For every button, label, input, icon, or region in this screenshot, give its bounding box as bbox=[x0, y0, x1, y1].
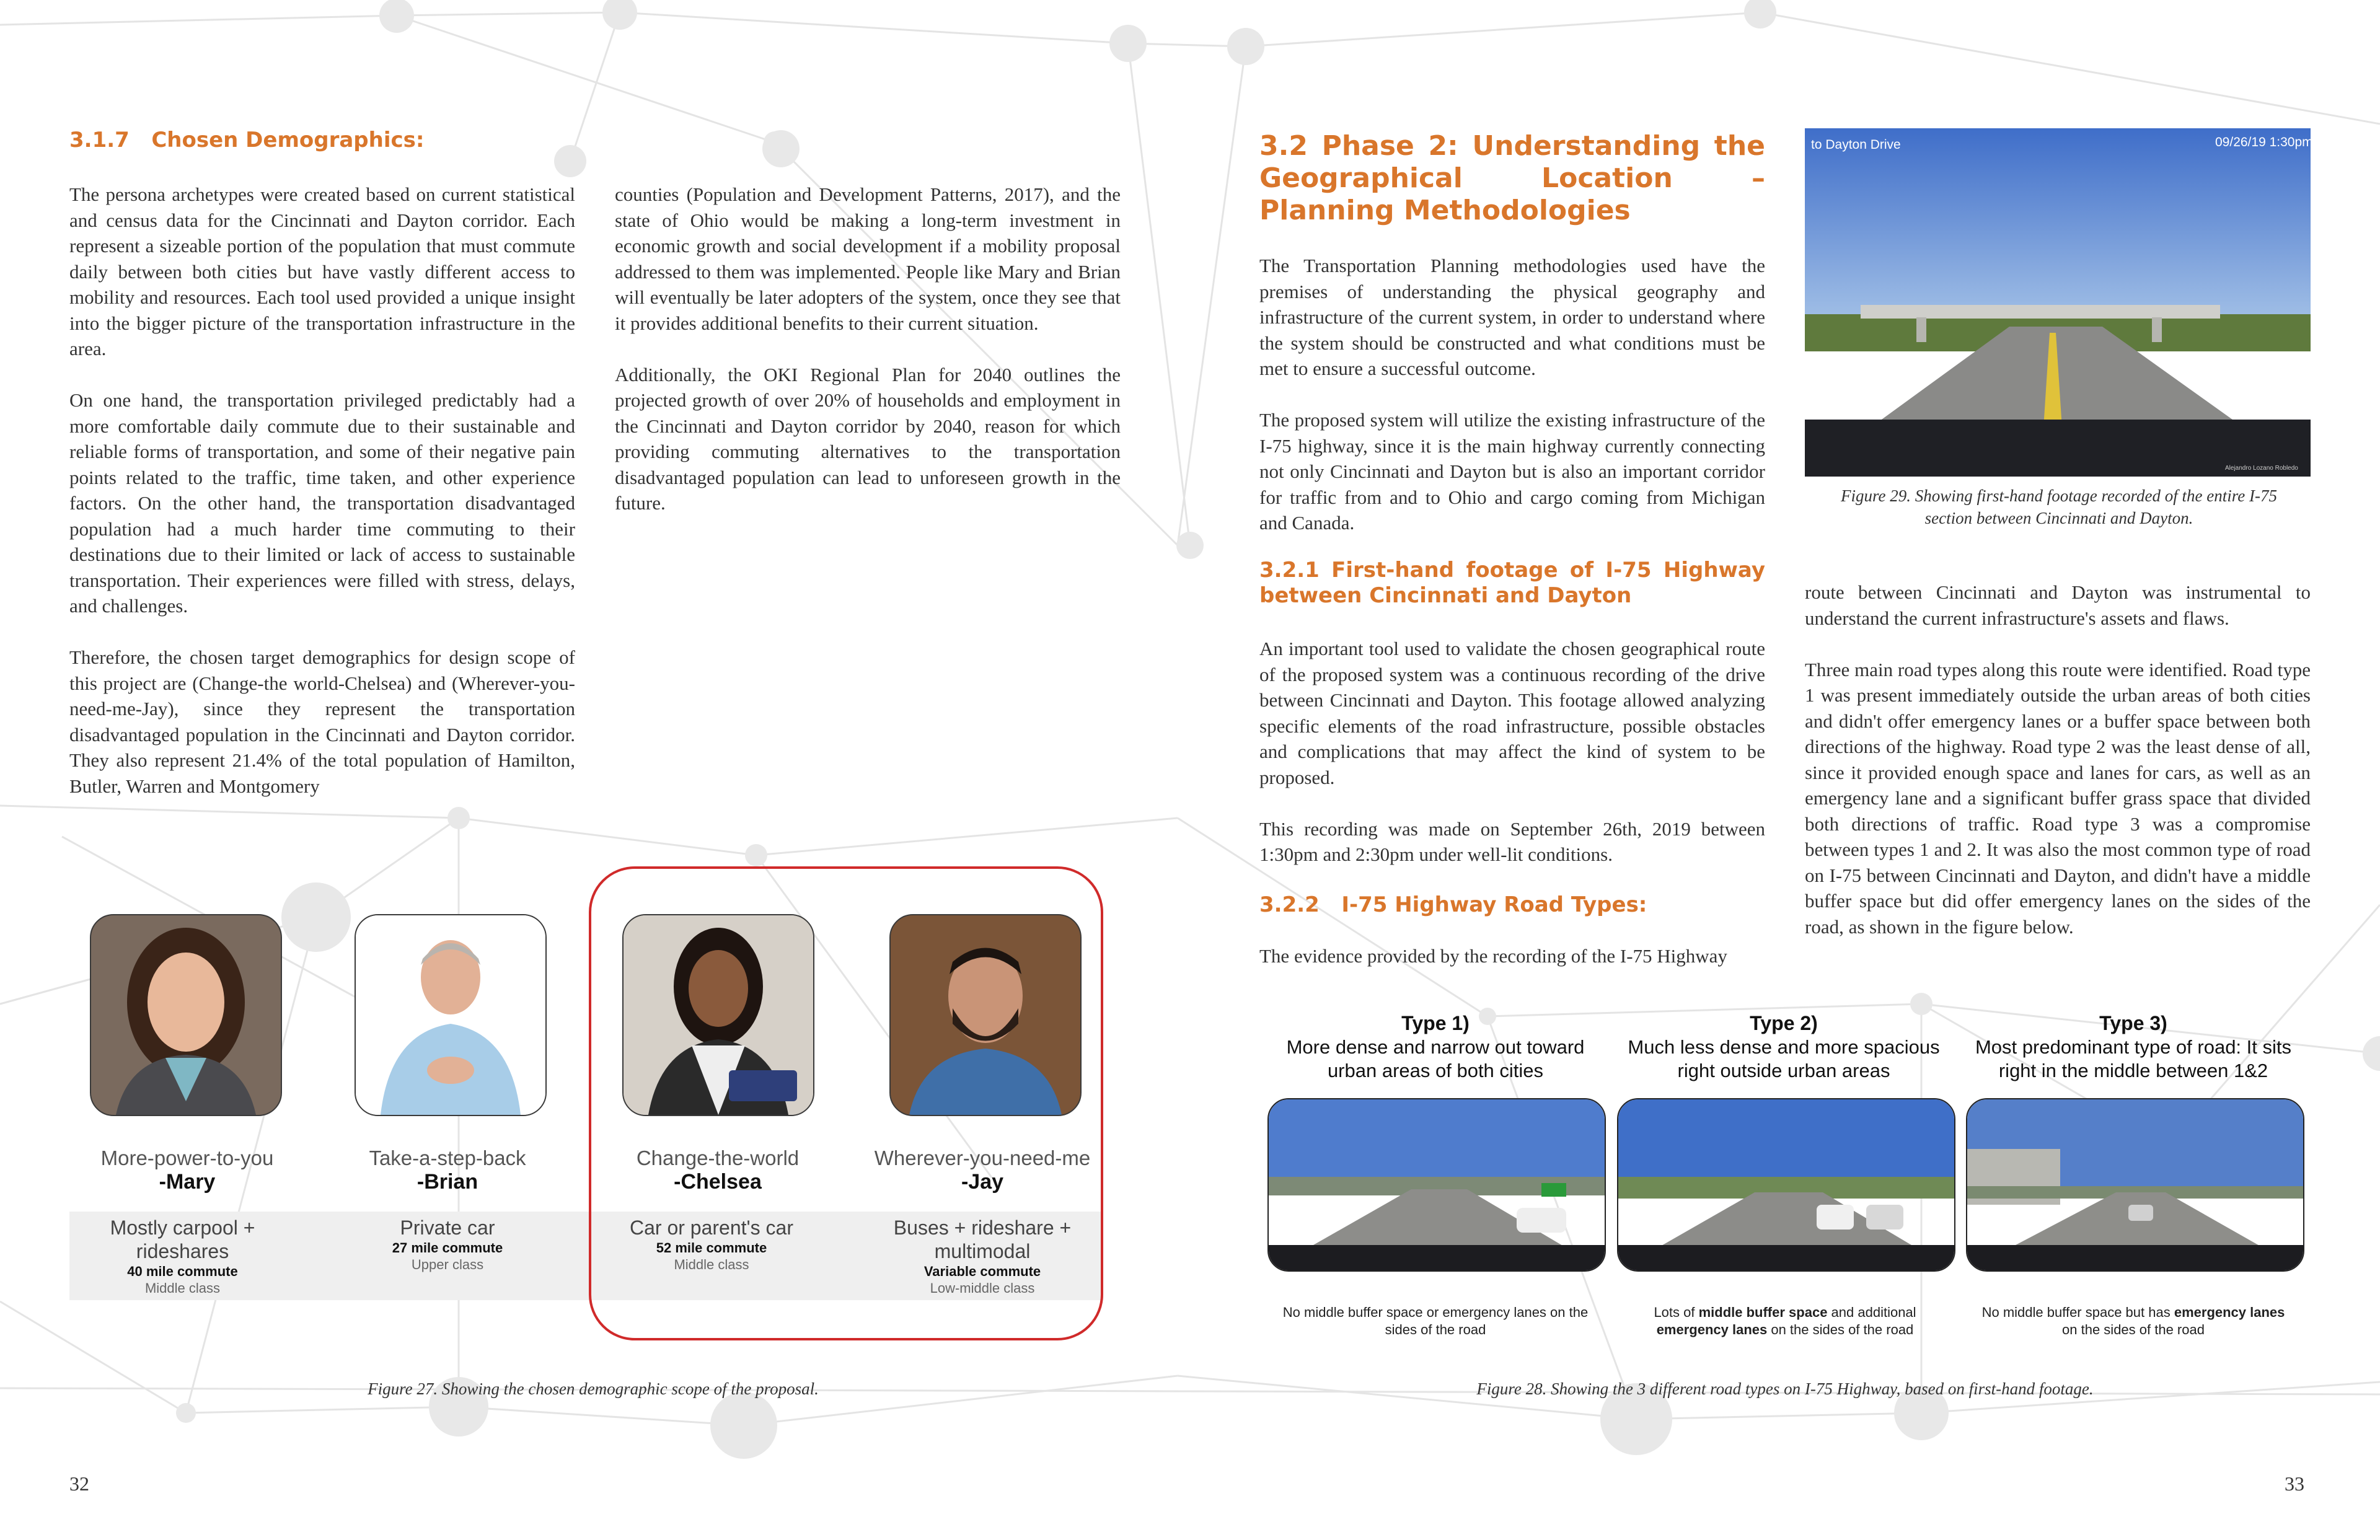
road-type-3-image bbox=[1966, 1098, 2304, 1272]
persona-label: -Chelsea bbox=[674, 1170, 762, 1194]
left-column-1 bbox=[69, 182, 575, 825]
dashcam-label-left: to Dayton Drive bbox=[1811, 138, 1901, 152]
persona-tagline: Change-the-world bbox=[636, 1146, 800, 1169]
paragraph: An important tool used to validate the chosen geographical route of the proposed system was a continuous recording of the drive between Cincinnati and Dayton. This footage allowed analyzing specific elements of the road infrastructure, possible obstacles and complications that may affect the kind of system to be proposed. bbox=[1259, 638, 1765, 788]
figure-27-caption: Figure 27. Showing the chosen demographic scope of the proposal. bbox=[368, 1379, 819, 1398]
road-note-text: No middle buffer space but has bbox=[1981, 1305, 2174, 1320]
paragraph: The proposed system will utilize the existing infrastructure of the I-75 highway, since it is the main highway currently connecting not only Cincinnati and Dayton but is also an important corridor for traffic from and to Ohio and cargo coming from Michigan and Canada. bbox=[1259, 409, 1765, 534]
income-class: Middle class bbox=[144, 1280, 221, 1296]
paragraph: Three main road types along this route were identified. Road type 1 was present immediately outside the urban areas of both cities and didn't offer emergency lanes or a buffer space between both directions of the highway. Road type 2 was the least dense of all, since it provided enough space and lanes for cars, as well as an emergency lane and a significant buffer grass space that divided both directions of traffic. Road type 3 was a compromise between types 1 and 2. It was also the most common type of road on I-75 between Cincinnati and Dayton, and didn't have a middle buffer space but did offer emergency lanes on the sides of the road, as shown in the figure below. bbox=[1805, 658, 2311, 938]
mode-label: Private car bbox=[400, 1217, 495, 1239]
road-note-text: No middle buffer space or emergency lanes on the sides of the road bbox=[1282, 1305, 1589, 1337]
persona-photo-mary bbox=[90, 914, 282, 1116]
persona-photo-chelsea bbox=[622, 914, 814, 1116]
paragraph: Therefore, the chosen target demographics for design scope of this project are (Change-the world-Chelsea) and (Wherever-you-need-me-Jay), since they represent the transportation disadvantaged population in the Cincinnati and Dayton corridor. They also represent 21.4% of the total population of Hamilton, Butler, Warren and Montgomery bbox=[69, 646, 575, 797]
persona-photo-brian bbox=[355, 914, 547, 1116]
paragraph: route between Cincinnati and Dayton was instrumental to understand the current infrastructure's assets and flaws. bbox=[1805, 581, 2311, 629]
road-note-text: on the sides of the road bbox=[2062, 1322, 2205, 1337]
persona-name-chelsea bbox=[594, 1146, 842, 1194]
income-class: Low-middle class bbox=[930, 1280, 1035, 1296]
road-note-emphasis: emergency lanes bbox=[2174, 1305, 2285, 1320]
road-note-text: on the sides of the road bbox=[1767, 1322, 1914, 1337]
persona-tagline: More-power-to-you bbox=[100, 1146, 274, 1169]
road-type-2-image bbox=[1617, 1098, 1955, 1272]
subsection-heading-road-types: 3.2.2 I-75 Highway Road Types: bbox=[1259, 892, 1647, 917]
road-type-title: Type 3) bbox=[2099, 1012, 2167, 1034]
right-column-1-intro bbox=[1259, 253, 1765, 561]
persona-photo-jay bbox=[889, 914, 1082, 1116]
road-type-1-header bbox=[1262, 1011, 1609, 1083]
subsection-heading-first-hand-footage: 3.2.1 First-hand footage of I-75 Highway between Cincinnati and Dayton bbox=[1259, 558, 1765, 608]
road-types-intro-text: The evidence provided by the recording of the I-75 Highway bbox=[1259, 945, 1727, 967]
right-column-1-footage bbox=[1259, 636, 1765, 893]
road-type-description: Much less dense and more spacious right outside urban areas bbox=[1628, 1036, 1940, 1081]
road-type-2-header bbox=[1610, 1011, 1957, 1083]
road-type-2-note bbox=[1611, 1304, 1959, 1339]
road-type-1-note bbox=[1262, 1304, 1609, 1339]
road-type-3-header bbox=[1960, 1011, 2307, 1083]
road-note-emphasis: middle buffer space bbox=[1698, 1305, 1828, 1320]
left-column-2 bbox=[615, 182, 1121, 542]
income-class: Middle class bbox=[674, 1257, 749, 1272]
commute-distance: Variable commute bbox=[923, 1264, 1041, 1279]
mode-label: Car or parent's car bbox=[630, 1217, 793, 1239]
persona-name-jay bbox=[858, 1146, 1106, 1194]
dashcam-credit: Alejandro Lozano Robledo bbox=[2225, 465, 2298, 472]
paragraph: Additionally, the OKI Regional Plan for 2040 outlines the projected growth of over 20% of households and employment in the Cincinnati and Dayton corridor by 2040, reason for which providing commuting alternatives to the transportation disadvantaged population can lead to unforeseen growth in the future. bbox=[615, 363, 1121, 514]
persona-mode-jay bbox=[855, 1216, 1109, 1296]
persona-label: -Brian bbox=[416, 1170, 478, 1194]
right-column-2 bbox=[1805, 579, 2311, 966]
persona-name-mary bbox=[63, 1146, 311, 1194]
persona-name-brian bbox=[324, 1146, 571, 1194]
figure-29-caption: Figure 29. Showing first-hand footage recorded of the entire I-75 section between Cincinnati and Dayton. bbox=[1841, 486, 2277, 527]
persona-mode-chelsea bbox=[588, 1216, 835, 1273]
mode-label: Mostly carpool + rideshares bbox=[110, 1217, 255, 1262]
road-type-description: Most predominant type of road: It sits right in the middle between 1&2 bbox=[1975, 1036, 2292, 1081]
persona-label: -Jay bbox=[961, 1170, 1004, 1194]
income-class: Upper class bbox=[411, 1257, 484, 1272]
road-note-text: Lots of bbox=[1654, 1305, 1699, 1320]
road-note-text: and additional bbox=[1827, 1305, 1916, 1320]
section-heading-chosen-demographics: 3.1.7 Chosen Demographics: bbox=[69, 128, 425, 152]
paragraph: This recording was made on September 26th, 2019 between 1:30pm and 2:30pm under well-lit conditions. bbox=[1259, 817, 1765, 865]
persona-tagline: Wherever-you-need-me bbox=[874, 1146, 1091, 1169]
section-heading-phase-2: 3.2 Phase 2: Understanding the Geographical Location – Planning Methodologies bbox=[1259, 130, 1765, 226]
mode-label: Buses + rideshare + multimodal bbox=[893, 1217, 1072, 1262]
road-type-description: More dense and narrow out toward urban areas of both cities bbox=[1286, 1036, 1585, 1081]
dashcam-footage-image bbox=[1805, 128, 2311, 477]
road-note-emphasis: emergency lanes bbox=[1656, 1322, 1768, 1337]
dashcam-timestamp: 09/26/19 1:30pm bbox=[2215, 135, 2313, 149]
figure-28-caption: Figure 28. Showing the 3 different road types on I-75 Highway, based on first-hand footage. bbox=[1476, 1379, 2094, 1398]
persona-mode-brian bbox=[324, 1216, 571, 1273]
road-type-3-note bbox=[1960, 1304, 2307, 1339]
persona-mode-mary bbox=[57, 1216, 308, 1296]
commute-distance: 40 mile commute bbox=[127, 1264, 238, 1279]
paragraph: The Transportation Planning methodologies used have the premises of understanding the physical geography and infrastructure of the current system, in order to understand where the system should be constructed and what conditions must be met to ensure a successful outcome. bbox=[1259, 255, 1765, 379]
road-type-1-image bbox=[1267, 1098, 1606, 1272]
page-number-right: 33 bbox=[2285, 1472, 2304, 1495]
commute-distance: 52 mile commute bbox=[656, 1240, 767, 1256]
persona-label: -Mary bbox=[159, 1170, 216, 1194]
page-number-left: 32 bbox=[69, 1472, 89, 1495]
persona-tagline: Take-a-step-back bbox=[369, 1146, 526, 1169]
commute-distance: 27 mile commute bbox=[392, 1240, 503, 1256]
road-type-title: Type 1) bbox=[1401, 1012, 1470, 1034]
paragraph: On one hand, the transportation privileged predictably had a more comfortable daily commute due to their sustainable and reliable forms of transportation, and some of their negative pain points related to the traffic, time taken, and other experience factors. On the other hand, the transportation disadvantaged population had a much harder time commuting to their destinations due to their limited or lack of access to sustainable transportation. Their experiences were filled with stress, delays, and challenges. bbox=[69, 389, 575, 617]
paragraph: The persona archetypes were created based on current statistical and census data for the Cincinnati and Dayton corridor. Each represent a sizeable portion of the population that must commute daily between both cities but have vastly different access to mobility and resources. Each tool used provided a unique insight into the bigger picture of the transportation infrastructure in the area. bbox=[69, 183, 575, 359]
road-type-title: Type 2) bbox=[1750, 1012, 1818, 1034]
paragraph: counties (Population and Development Patterns, 2017), and the state of Ohio would be making a long-term investment in economic growth and social development if a mobility proposal addressed to them was implemented. People like Mary and Brian will eventually be later adopters of the system, once they see that it provides additional benefits to their current situation. bbox=[615, 183, 1121, 334]
